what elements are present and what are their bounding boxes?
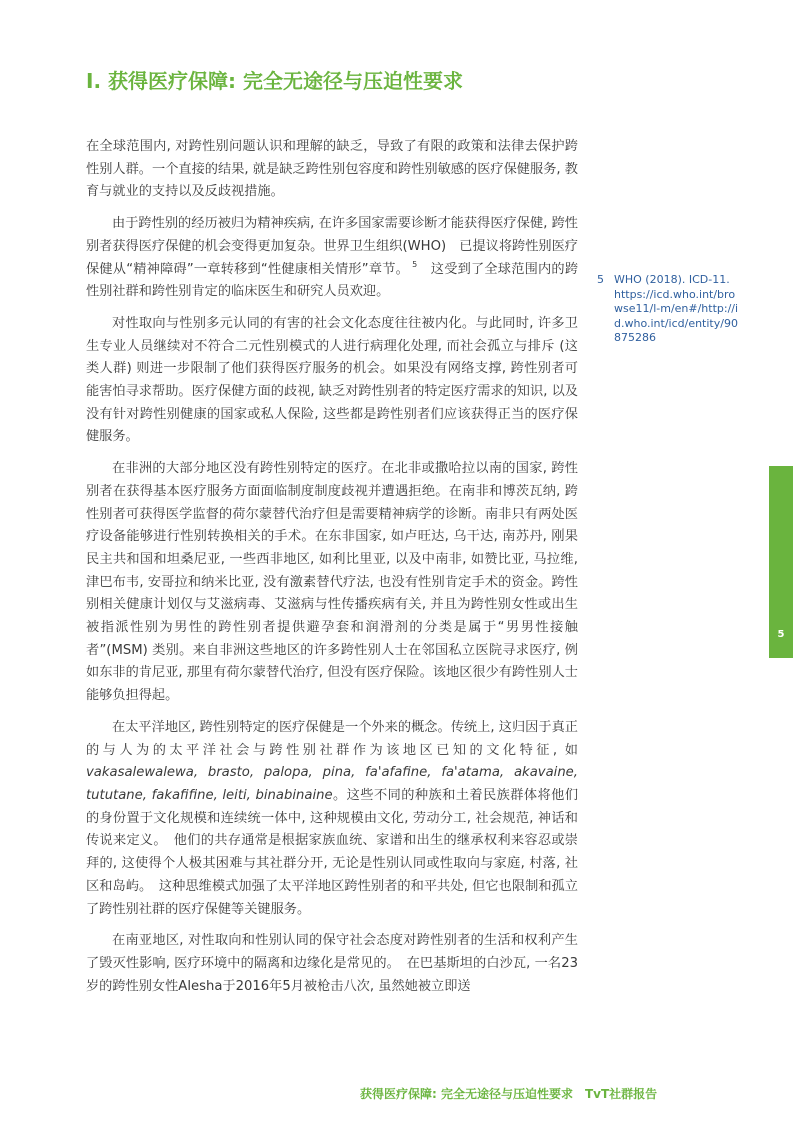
page-footer <box>360 1085 657 1103</box>
footnote-text[interactable]: WHO (2018). ICD-11. https://icd.who.int/browse11/l-m/en#/http://id.who.int/icd/entity/90875286 <box>614 273 739 344</box>
footnote-reference[interactable]: 5 <box>412 260 418 270</box>
footer-chapter-title: 获得医疗保障: 完全无途径与压迫性要求 <box>360 1087 573 1101</box>
side-page-tab <box>769 466 793 658</box>
body-text <box>86 136 578 1007</box>
paragraph-2 <box>86 213 578 304</box>
section-heading: I. 获得医疗保障: 完全无途径与压迫性要求 <box>86 69 463 93</box>
paragraph-2-text-b: 这受到了全球范围内的跨性别社群和跨性别肯定的临床医生和研究人员欢迎。 <box>86 261 579 300</box>
pacific-identity-terms: vakasalewalewa, brasto, palopa, pina, fa'afafine, fa'atama, akavaine, tututane, fakafifine, leiti, binabinaine <box>86 765 578 803</box>
paragraph-2-text-a: 由于跨性别的经历被归为精神疾病, 在许多国家需要诊断才能获得医疗保健, 跨性别者获得医疗保健的机会变得更加复杂。世界卫生组织(WHO) 已提议将跨性别医疗保健从“精神障碍”一章转移到“性健康相关情形”章节。 <box>86 216 578 277</box>
paragraph-5-text-a: 在太平洋地区, 跨性别特定的医疗保健是一个外来的概念。传统上, 这归因于真正的与人为的太平洋社会与跨性别社群作为该地区已知的文化特征, 如 <box>86 719 578 758</box>
side-tab-page-number: 5 <box>777 629 785 640</box>
paragraph-6: 在南亚地区, 对性取向和性别认同的保守社会态度对跨性别者的生活和权利产生了毁灭性影响, 医疗环境中的隔离和边缘化是常见的。 在巴基斯坦的白沙瓦, 一名23岁的跨性别女性Alesha于2016年5月被枪击八次, 虽然她被立即送 <box>86 933 578 994</box>
paragraph-4: 在非洲的大部分地区没有跨性别特定的医疗。在北非或撒哈拉以南的国家, 跨性别者在获得基本医疗服务方面面临制度制度歧视并遭遇拒绝。在南非和博茨瓦纳, 跨性别者可获得医学监督的荷尔蒙替代治疗但是需要精神病学的诊断。南非只有两处医疗设备能够进行性别转换相关的手术。在东非国家, 如卢旺达, 乌干达, 南苏丹, 刚果民主共和国和坦桑尼亚, 一些西非地区, 如利比里亚, 以及中南非, 如赞比亚, 马拉维, 津巴布韦, 安哥拉和纳米比亚, 没有激素替代疗法, 也没有性别肯定手术的资金。跨性别相关健康计划仅与艾滋病毒、艾滋病与性传播疾病有关, 并且为跨性别女性或出生被指派性别为男性的跨性别者提供避孕套和润滑剂的分类是属于“男男性接触者”(MSM) 类别。来自非洲这些地区的许多跨性别人士在邻国私立医院寻求医疗, 例如东非的肯尼亚, 那里有荷尔蒙替代治疗, 但没有医疗保险。该地区很少有跨性别人士能够负担得起。 <box>86 461 578 704</box>
paragraph-5-text-b: 。这些不同的种族和土着民族群体将他们的身份置于文化规模和连续统一体中, 这种规模由文化, 劳动分工, 社会规范, 神话和传说来定义。 他们的共存通常是根据家族血统、家谱和出生的继承权利来容忍或崇拜的, 这使得个人极其困难与其社群分开, 无论是性别认同或性取向与家庭, 村落, 社区和岛屿。 这种思维模式加强了太平洋地区跨性别者的和平共处, 但它也限制和孤立了跨性别社群的医疗保健等关键服务。 <box>86 787 579 917</box>
footer-report-title: TvT社群报告 <box>584 1087 658 1101</box>
paragraph-5 <box>86 717 578 921</box>
footnote-number: 5 <box>597 273 604 286</box>
paragraph-1: 在全球范围内, 对跨性别问题认识和理解的缺乏，导致了有限的政策和法律去保护跨性别人群。一个直接的结果, 就是缺乏跨性别包容度和跨性别敏感的医疗保健服务, 教育与就业的支持以及反歧视措施。 <box>86 139 578 200</box>
paragraph-3: 对性取向与性别多元认同的有害的社会文化态度往往被内化。与此同时, 许多卫生专业人员继续对不符合二元性别模式的人进行病理化处理, 而社会孤立与排斥 (这类人群) 则进一步限制了他们获得医疗服务的机会。如果没有网络支撑, 跨性别者可能害怕寻求帮助。医疗保健方面的歧视, 缺乏对跨性别者的特定医疗需求的知识, 以及没有针对跨性别健康的国家或私人保险, 这些都是跨性别者们应该获得正当的医疗保健服务。 <box>86 315 578 445</box>
